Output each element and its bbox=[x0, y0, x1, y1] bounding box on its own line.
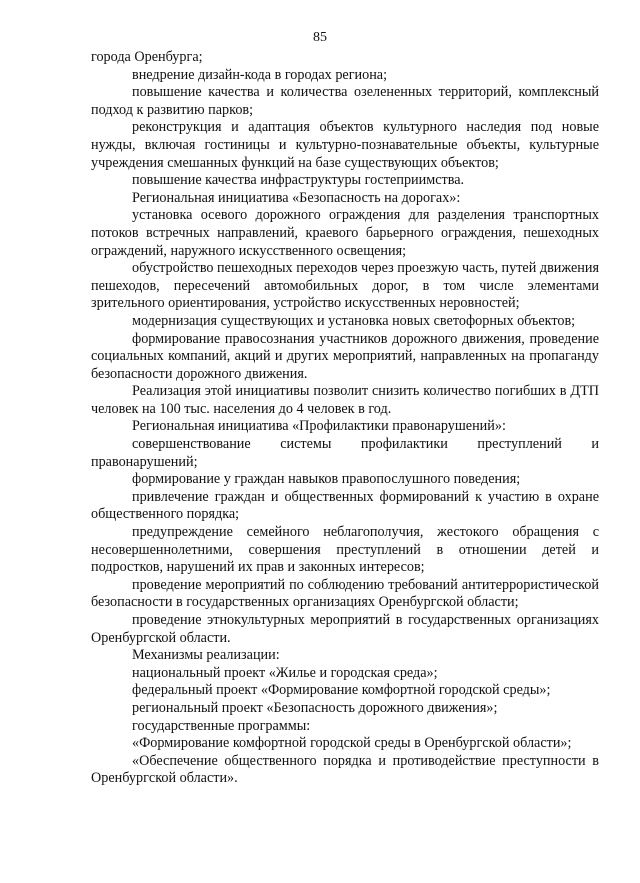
paragraph: привлечение граждан и общественных формирований к участию в охране общественного порядка; bbox=[91, 488, 599, 523]
paragraph: модернизация существующих и установка новых светофорных объектов; bbox=[132, 312, 576, 329]
paragraph: проведение этнокультурных мероприятий в государственных организациях Оренбургской области. bbox=[91, 612, 599, 646]
paragraph: совершенствование системы профилактики преступлений и правонарушений; bbox=[91, 436, 599, 470]
paragraph: повышение качества и количества озелененных территорий, комплексный подход к развитию парков; bbox=[91, 84, 599, 118]
section-heading: Региональная инициатива «Профилактики правонарушений»: bbox=[132, 418, 506, 435]
paragraph: реконструкция и адаптация объектов культурного наследия под новые нужды, включая гостиницы и культурно-познавательные объекты, культурные учреждения смешанных функций на базе существующих объектов; bbox=[91, 119, 599, 171]
paragraph: внедрение дизайн-кода в городах региона; bbox=[132, 66, 388, 83]
paragraph: федеральный проект «Формирование комфортной городской среды»; bbox=[132, 682, 551, 699]
paragraph: повышение качества инфраструктуры гостеприимства. bbox=[132, 172, 465, 189]
paragraph: «Формирование комфортной городской среды в Оренбургской области»; bbox=[132, 735, 572, 752]
paragraph: национальный проект «Жилье и городская среда»; bbox=[132, 664, 438, 681]
paragraph: «Обеспечение общественного порядка и противодействие преступности в Оренбургской области». bbox=[91, 752, 599, 787]
page-number: 85 bbox=[313, 30, 327, 45]
document-body bbox=[91, 49, 599, 788]
paragraph: формирование у граждан навыков правопослушного поведения; bbox=[132, 471, 521, 488]
paragraph: предупреждение семейного неблагополучия, жестокого обращения с несовершеннолетними, совершения преступлений в отношении детей и подростков, нарушений их прав и законных интересов; bbox=[91, 524, 599, 576]
paragraph: установка осевого дорожного ограждения для разделения транспортных потоков встречных направлений, краевого барьерного ограждения, пешеходных ограждений, наружного искусственного освещения; bbox=[91, 207, 599, 259]
paragraph: региональный проект «Безопасность дорожного движения»; bbox=[132, 699, 498, 716]
paragraph: формирование правосознания участников дорожного движения, проведение социальных компаний, акций и других мероприятий, направленных на пропаганду безопасности дорожного движения. bbox=[91, 330, 599, 382]
section-heading: Региональная инициатива «Безопасность на дорогах»: bbox=[132, 189, 461, 206]
section-heading: Механизмы реализации: bbox=[132, 647, 280, 664]
paragraph: Реализация этой инициативы позволит снизить количество погибших в ДТП человек на 100 тыс. населения до 4 человек в год. bbox=[91, 383, 599, 417]
paragraph: обустройство пешеходных переходов через проезжую часть, путей движения пешеходов, пересечений автомобильных дорог, в том числе элементами зрительного ориентирования, устройство искусственных неровностей; bbox=[91, 260, 600, 312]
paragraph: государственные программы: bbox=[132, 717, 311, 734]
paragraph: проведение мероприятий по соблюдению требований антитеррористической безопасности в государственных организациях Оренбургской области; bbox=[91, 576, 599, 611]
paragraph: города Оренбурга; bbox=[91, 49, 203, 65]
